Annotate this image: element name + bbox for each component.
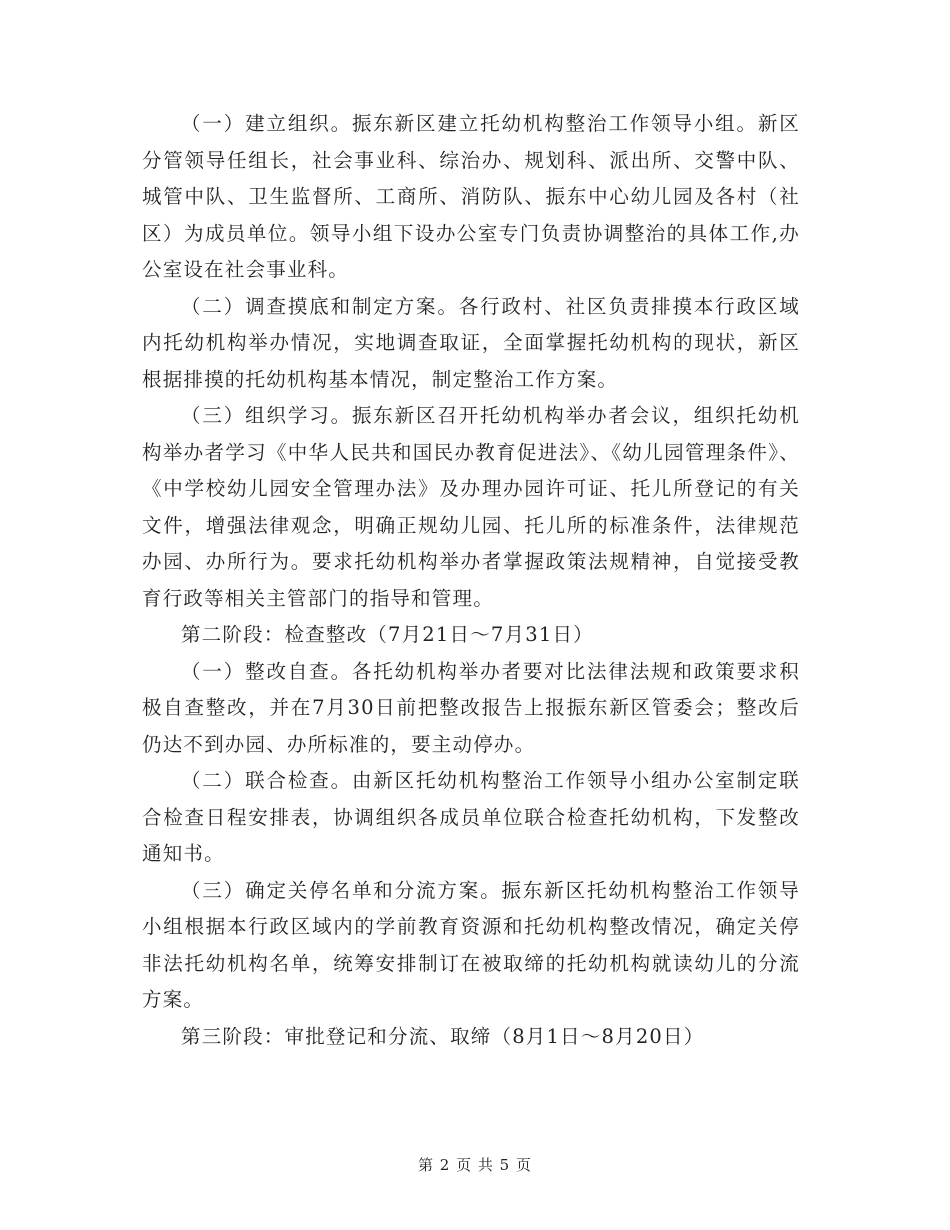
page-indicator: 第 2 页 共 5 页 bbox=[418, 1156, 532, 1174]
paragraph-organize-study: （三）组织学习。振东新区召开托幼机构举办者会议，组织托幼机构举办者学习《中华人民共和国民办教育促进法》、《幼儿园管理条件》、《中学校幼儿园安全管理办法》及办理办园许可证、托儿所登记的有关文件，增强法律观念，明确正规幼儿园、托儿所的标准条件，法律规范办园、办所行为。要求托幼机构举办者掌握政策法规精神，自觉接受教育行政等相关主管部门的指导和管理。 bbox=[142, 404, 800, 610]
paragraph-establish-organization: （一）建立组织。振东新区建立托幼机构整治工作领导小组。新区分管领导任组长，社会事业科、综治办、规划科、派出所、交警中队、城管中队、卫生监督所、工商所、消防队、振东中心幼儿园及各村（社区）为成员单位。领导小组下设办公室专门负责协调整治的具体工作,办公室设在社会事业科。 bbox=[142, 112, 800, 281]
stage-three-heading: 第三阶段：审批登记和分流、取缔（8月1日～8月20日） bbox=[181, 1024, 705, 1048]
paragraph-joint-inspection: （二）联合检查。由新区托幼机构整治工作领导小组办公室制定联合检查日程安排表，协调组织各成员单位联合检查托幼机构，下发整改通知书。 bbox=[142, 769, 800, 865]
stage-two-heading: 第二阶段：检查整改（7月21日～7月31日） bbox=[181, 623, 594, 646]
paragraph-self-inspection: （一）整改自查。各托幼机构举办者要对比法律法规和政策要求积极自查整改，并在7月30日前把整改报告上报振东新区管委会；整改后仍达不到办园、办所标准的，要主动停办。 bbox=[142, 659, 800, 756]
paragraph-survey-and-plan: （二）调查摸底和制定方案。各行政村、社区负责排摸本行政区域内托幼机构举办情况，实地调查取证，全面掌握托幼机构的现状，新区根据排摸的托幼机构基本情况，制定整治工作方案。 bbox=[142, 294, 800, 391]
paragraph-closure-list: （三）确定关停名单和分流方案。振东新区托幼机构整治工作领导小组根据本行政区域内的学前教育资源和托幼机构整改情况，确定关停非法托幼机构名单，统筹安排制订在被取缔的托幼机构就读幼儿的分流方案。 bbox=[142, 878, 800, 1011]
document-body bbox=[142, 106, 800, 1055]
